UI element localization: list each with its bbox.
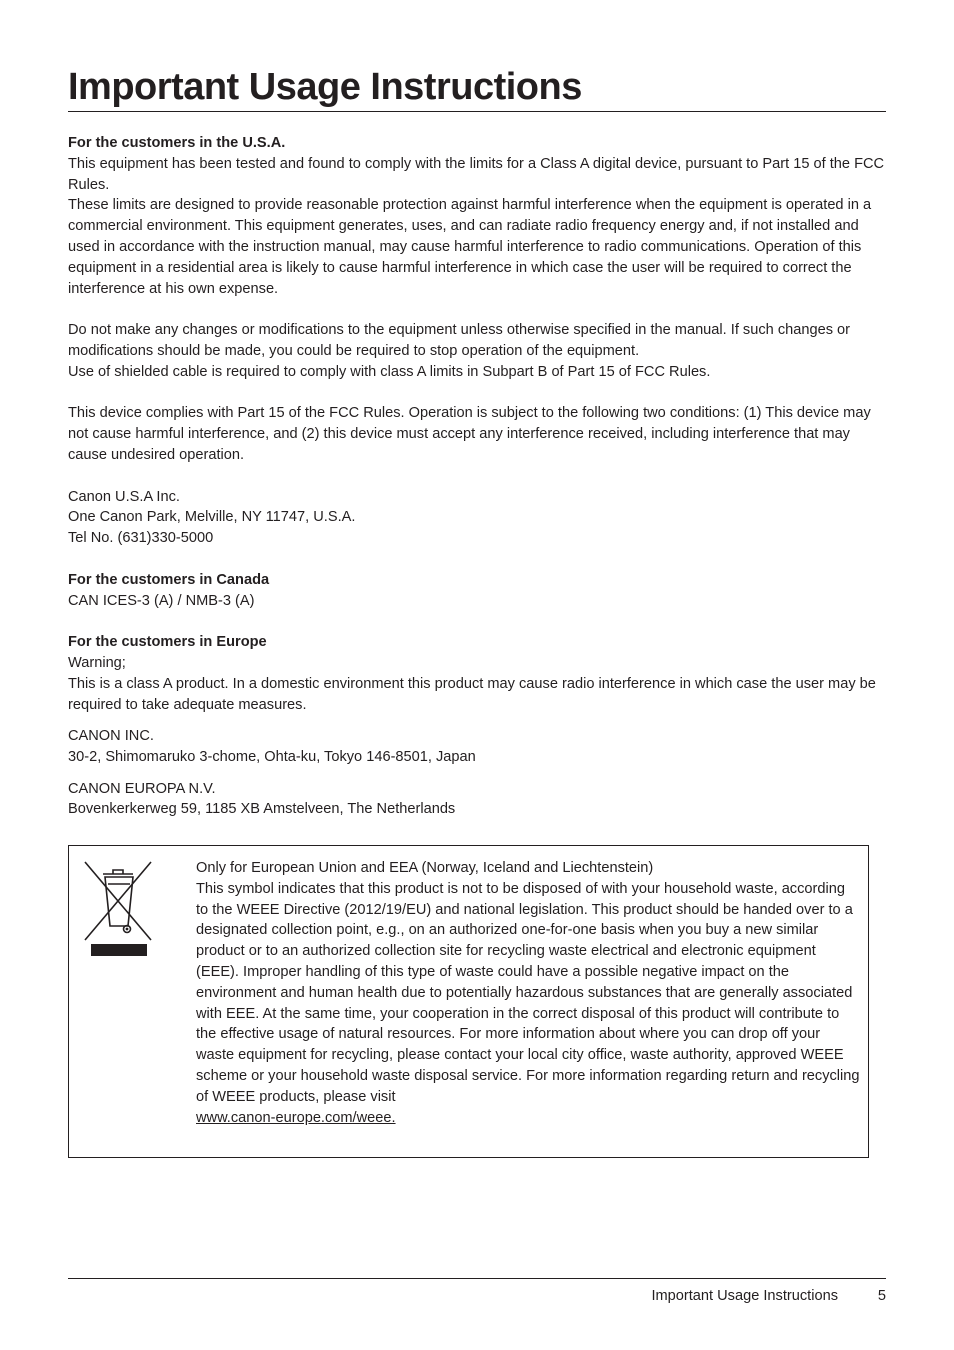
- weee-link[interactable]: www.canon-europe.com/weee.: [196, 1109, 396, 1126]
- footer-section-title: Important Usage Instructions: [651, 1288, 838, 1304]
- usa-paragraph-2: These limits are designed to provide reasonable protection against harmful interference when the equipment is operated in a commercial environment. This equipment generates, uses, and can radiate radio frequency energy and, if not installed and used in accordance with the instruction manual, may cause harmful interference to radio communications. Operation of this equipment in a residential area is likely to cause harmful interference in which case the user will be required to correct the interference at his own expense.: [68, 197, 872, 297]
- europe-heading: For the customers in Europe: [68, 634, 267, 651]
- europe-warning: Warning;: [68, 654, 126, 671]
- weee-text: [196, 858, 860, 1128]
- weee-scope: Only for European Union and EEA (Norway, Iceland and Liechtenstein): [196, 860, 654, 876]
- europe-address-2: Bovenkerkerweg 59, 1185 XB Amstelveen, The Netherlands: [68, 801, 456, 818]
- usa-paragraph-3: Do not make any changes or modifications to the equipment unless otherwise specified in the manual. If such changes or modifications should be made, you could be required to stop operation of the equipment.: [68, 322, 851, 359]
- weee-body: This symbol indicates that this product is not to be disposed of with your household waste, according to the WEEE Directive (2012/19/EU) and national legislation. This product should be handed over to a designated collection point, e.g., on an authorized one-for-one basis when you buy a new similar product or to an authorized collection site for recycling waste electrical and electronic equipment (EEE). Improper handling of this type of waste could have a possible negative impact on the environment and human health due to potentially hazardous substances that are generally associated with EEE. At the same time, your cooperation in the correct disposal of this product will contribute to the effective usage of natural resources. For more information about where you can drop off your waste equipment for recycling, please contact your local city office, waste authority, approved WEEE scheme or your household waste disposal service. For more information regarding return and recycling of WEEE products, please visit: [196, 880, 860, 1105]
- europe-text: This is a class A product. In a domestic environment this product may cause radio interference in which case the user may be required to take adequate measures.: [68, 675, 876, 713]
- usa-address: One Canon Park, Melville, NY 11747, U.S.A.: [68, 509, 356, 526]
- page-title: Important Usage Instructions: [68, 66, 582, 108]
- footer-divider: [68, 1278, 886, 1279]
- title-divider: [68, 111, 886, 112]
- weee-notice-box: [68, 845, 869, 1158]
- usa-heading: For the customers in the U.S.A.: [68, 135, 286, 151]
- crossed-out-wheelie-bin-icon: [83, 860, 155, 960]
- main-content: [68, 133, 890, 820]
- europe-company-2: CANON EUROPA N.V.: [68, 780, 216, 797]
- usa-tel: Tel No. (631)330-5000: [68, 530, 214, 547]
- canada-text: CAN ICES-3 (A) / NMB-3 (A): [68, 592, 255, 609]
- usa-paragraph-1: This equipment has been tested and found to comply with the limits for a Class A digital device, pursuant to Part 15 of the FCC Rules.: [68, 155, 885, 193]
- page-number: 5: [877, 1288, 886, 1304]
- usa-paragraph-4: Use of shielded cable is required to comply with class A limits in Subpart B of Part 15 of FCC Rules.: [68, 363, 711, 380]
- europe-address-1: 30-2, Shimomaruko 3-chome, Ohta-ku, Tokyo 146-8501, Japan: [68, 748, 476, 765]
- usa-company: Canon U.S.A Inc.: [68, 488, 180, 505]
- usa-paragraph-5: This device complies with Part 15 of the FCC Rules. Operation is subject to the following two conditions: (1) This device may not cause harmful interference, and (2) this device must accept any interference received, including interference that may cause undesired operation.: [68, 405, 871, 463]
- canada-heading: For the customers in Canada: [68, 571, 270, 588]
- europe-company-1: CANON INC.: [68, 728, 154, 745]
